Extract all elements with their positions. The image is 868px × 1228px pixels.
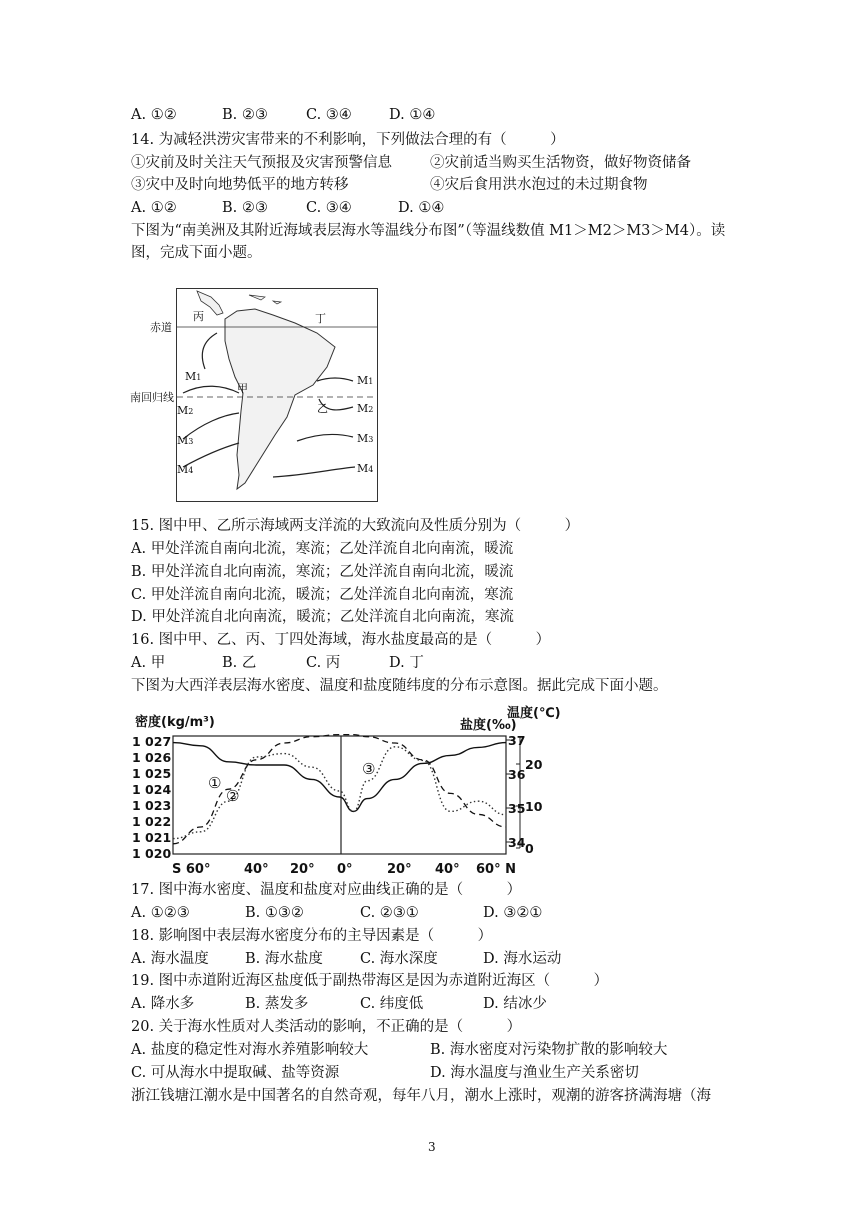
iso-letter: M xyxy=(357,374,369,387)
q17-option-a: A. ①②③ xyxy=(131,905,190,921)
iso-sub: 3 xyxy=(188,437,194,446)
series-label-2: ② xyxy=(226,787,240,805)
density-tick-label: 1 021 xyxy=(132,830,172,845)
x-tick-label: 20° xyxy=(290,862,315,877)
q15-option-a: A. 甲处洋流自南向北流，寒流；乙处洋流自北向南流，暖流 xyxy=(131,541,514,557)
temperature-tick-label: 0 xyxy=(525,841,534,856)
chart-frame xyxy=(173,736,506,854)
q19-option-a: A. 降水多 xyxy=(131,996,195,1012)
iso-letter: M xyxy=(357,432,369,445)
salinity-tick-label: 36 xyxy=(508,767,526,782)
q16-option-c: C. 丙 xyxy=(306,655,341,671)
x-tick-label: 0° xyxy=(337,862,353,877)
q18-option-c: C. 海水深度 xyxy=(360,951,438,967)
density-tick-label: 1 022 xyxy=(132,814,172,829)
q14-item-4: ④灾后食用洪水泡过的未过期食物 xyxy=(430,177,648,193)
salinity-tick-label: 34 xyxy=(508,835,526,850)
iso-letter: M xyxy=(177,463,189,476)
q14-item-3: ③灾中及时向地势低平的地方转移 xyxy=(131,177,349,193)
q13-option-a: A. ①② xyxy=(131,107,177,123)
q19-stem: 19. 图中赤道附近海区盐度低于副热带海区是因为赤道附近海区（ ） xyxy=(131,973,609,989)
density-tick-label: 1 027 xyxy=(132,734,172,749)
q20-option-b: B. 海水密度对污染物扩散的影响较大 xyxy=(430,1042,668,1058)
density-tick-label: 1 023 xyxy=(132,798,172,813)
q13-option-b: B. ②③ xyxy=(222,107,268,123)
q18-option-d: D. 海水运动 xyxy=(483,951,562,967)
q14-option-d: D. ①④ xyxy=(398,200,445,216)
q16-option-a: A. 甲 xyxy=(131,655,166,671)
q18-option-a: A. 海水温度 xyxy=(131,951,209,967)
q19-option-c: C. 纬度低 xyxy=(360,996,424,1012)
iso-letter: M xyxy=(177,404,189,417)
map-label-jia: 甲 xyxy=(237,382,248,395)
q20-stem: 20. 关于海水性质对人类活动的影响，不正确的是（ ） xyxy=(131,1019,522,1035)
q13-option-d: D. ①④ xyxy=(389,107,436,123)
density-tick-label: 1 020 xyxy=(132,846,172,861)
q17-option-d: D. ③②① xyxy=(483,905,543,921)
chart-intro: 下图为大西洋表层海水密度、温度和盐度随纬度的分布示意图。据此完成下面小题。 xyxy=(131,678,668,694)
series-label-3: ③ xyxy=(362,760,376,778)
iso-sub: 2 xyxy=(188,407,194,416)
series-line-1 xyxy=(173,743,506,812)
density-tick-label: 1 025 xyxy=(132,766,172,781)
tropic-label: 南回归线 xyxy=(130,391,174,404)
iso-sub: 4 xyxy=(368,465,374,474)
map-label-bing: 丙 xyxy=(193,310,204,323)
q16-option-b: B. 乙 xyxy=(222,655,257,671)
iso-sub: 4 xyxy=(188,466,194,475)
salinity-axis-label: 盐度(‰) xyxy=(460,718,517,733)
iso-sub: 1 xyxy=(368,377,374,386)
q14-item-1: ①灾前及时关注天气预报及灾害预警信息 xyxy=(131,155,392,171)
x-tick-label: 40° xyxy=(244,862,269,877)
map-label-yi: 乙 xyxy=(317,402,328,415)
q20-option-a: A. 盐度的稳定性对海水养殖影响较大 xyxy=(131,1042,369,1058)
q19-option-b: B. 蒸发多 xyxy=(245,996,309,1012)
q20-option-d: D. 海水温度与渔业生产关系密切 xyxy=(430,1065,639,1081)
q17-option-c: C. ②③① xyxy=(360,905,419,921)
iso-letter: M xyxy=(357,462,369,475)
temperature-tick-label: 10 xyxy=(525,799,543,814)
q17-option-b: B. ①③② xyxy=(245,905,304,921)
iso-letter: M xyxy=(177,434,189,447)
series-label-1: ① xyxy=(208,774,222,792)
temperature-axis-label: 温度(℃) xyxy=(507,706,561,721)
q18-stem: 18. 影响图中表层海水密度分布的主导因素是（ ） xyxy=(131,928,493,944)
q16-option-d: D. 丁 xyxy=(389,655,424,671)
iso-letter: M xyxy=(185,370,197,383)
page-number: 3 xyxy=(428,1140,436,1154)
x-tick-label: 60° N xyxy=(476,862,516,877)
temperature-tick-label: 20 xyxy=(525,757,543,772)
x-tick-label: S 60° xyxy=(172,862,211,877)
q14-option-b: B. ②③ xyxy=(222,200,268,216)
iso-letter: M xyxy=(357,402,369,415)
q15-option-c: C. 甲处洋流自南向北流，暖流；乙处洋流自北向南流，寒流 xyxy=(131,587,514,603)
density-tick-label: 1 024 xyxy=(132,782,172,797)
density-axis-label: 密度(kg/m³) xyxy=(135,715,215,730)
salinity-tick-label: 35 xyxy=(508,801,526,816)
q20-option-c: C. 可从海水中提取碱、盐等资源 xyxy=(131,1065,340,1081)
q14-option-c: C. ③④ xyxy=(306,200,352,216)
x-tick-label: 40° xyxy=(435,862,460,877)
closing-paragraph: 浙江钱塘江潮水是中国著名的自然奇观，每年八月，潮水上涨时，观潮的游客挤满海塘（海 xyxy=(131,1088,711,1104)
density-tick-label: 1 026 xyxy=(132,750,172,765)
q15-option-d: D. 甲处洋流自北向南流，暖流；乙处洋流自北向南流，寒流 xyxy=(131,609,514,625)
q15-stem: 15. 图中甲、乙所示海域两支洋流的大致流向及性质分别为（ ） xyxy=(131,518,580,534)
q18-option-b: B. 海水盐度 xyxy=(245,951,323,967)
q14-option-a: A. ①② xyxy=(131,200,177,216)
series-line-2 xyxy=(173,735,506,844)
map-intro-line-1: 下图为“南美洲及其附近海域表层海水等温线分布图”（等温线数值 M1＞M2＞M3＞M4）。读 xyxy=(131,223,726,239)
q14-stem: 14. 为减轻洪涝灾害带来的不利影响，下列做法合理的有（ ） xyxy=(131,132,565,148)
q14-item-2: ②灾前适当购买生活物资，做好物资储备 xyxy=(430,155,691,171)
iso-sub: 3 xyxy=(368,435,374,444)
map-label-ding: 丁 xyxy=(315,312,326,325)
q13-option-c: C. ③④ xyxy=(306,107,352,123)
iso-sub: 1 xyxy=(196,373,202,382)
map-intro-line-2: 图，完成下面小题。 xyxy=(131,245,262,261)
q16-stem: 16. 图中甲、乙、丙、丁四处海域，海水盐度最高的是（ ） xyxy=(131,632,551,648)
salinity-tick-label: 37 xyxy=(508,733,526,748)
x-tick-label: 20° xyxy=(387,862,412,877)
q15-option-b: B. 甲处洋流自北向南流，寒流；乙处洋流自南向北流，暖流 xyxy=(131,564,514,580)
equator-label: 赤道 xyxy=(150,321,172,334)
iso-sub: 2 xyxy=(368,405,374,414)
q19-option-d: D. 结冰少 xyxy=(483,996,547,1012)
q17-stem: 17. 图中海水密度、温度和盐度对应曲线正确的是（ ） xyxy=(131,882,522,898)
